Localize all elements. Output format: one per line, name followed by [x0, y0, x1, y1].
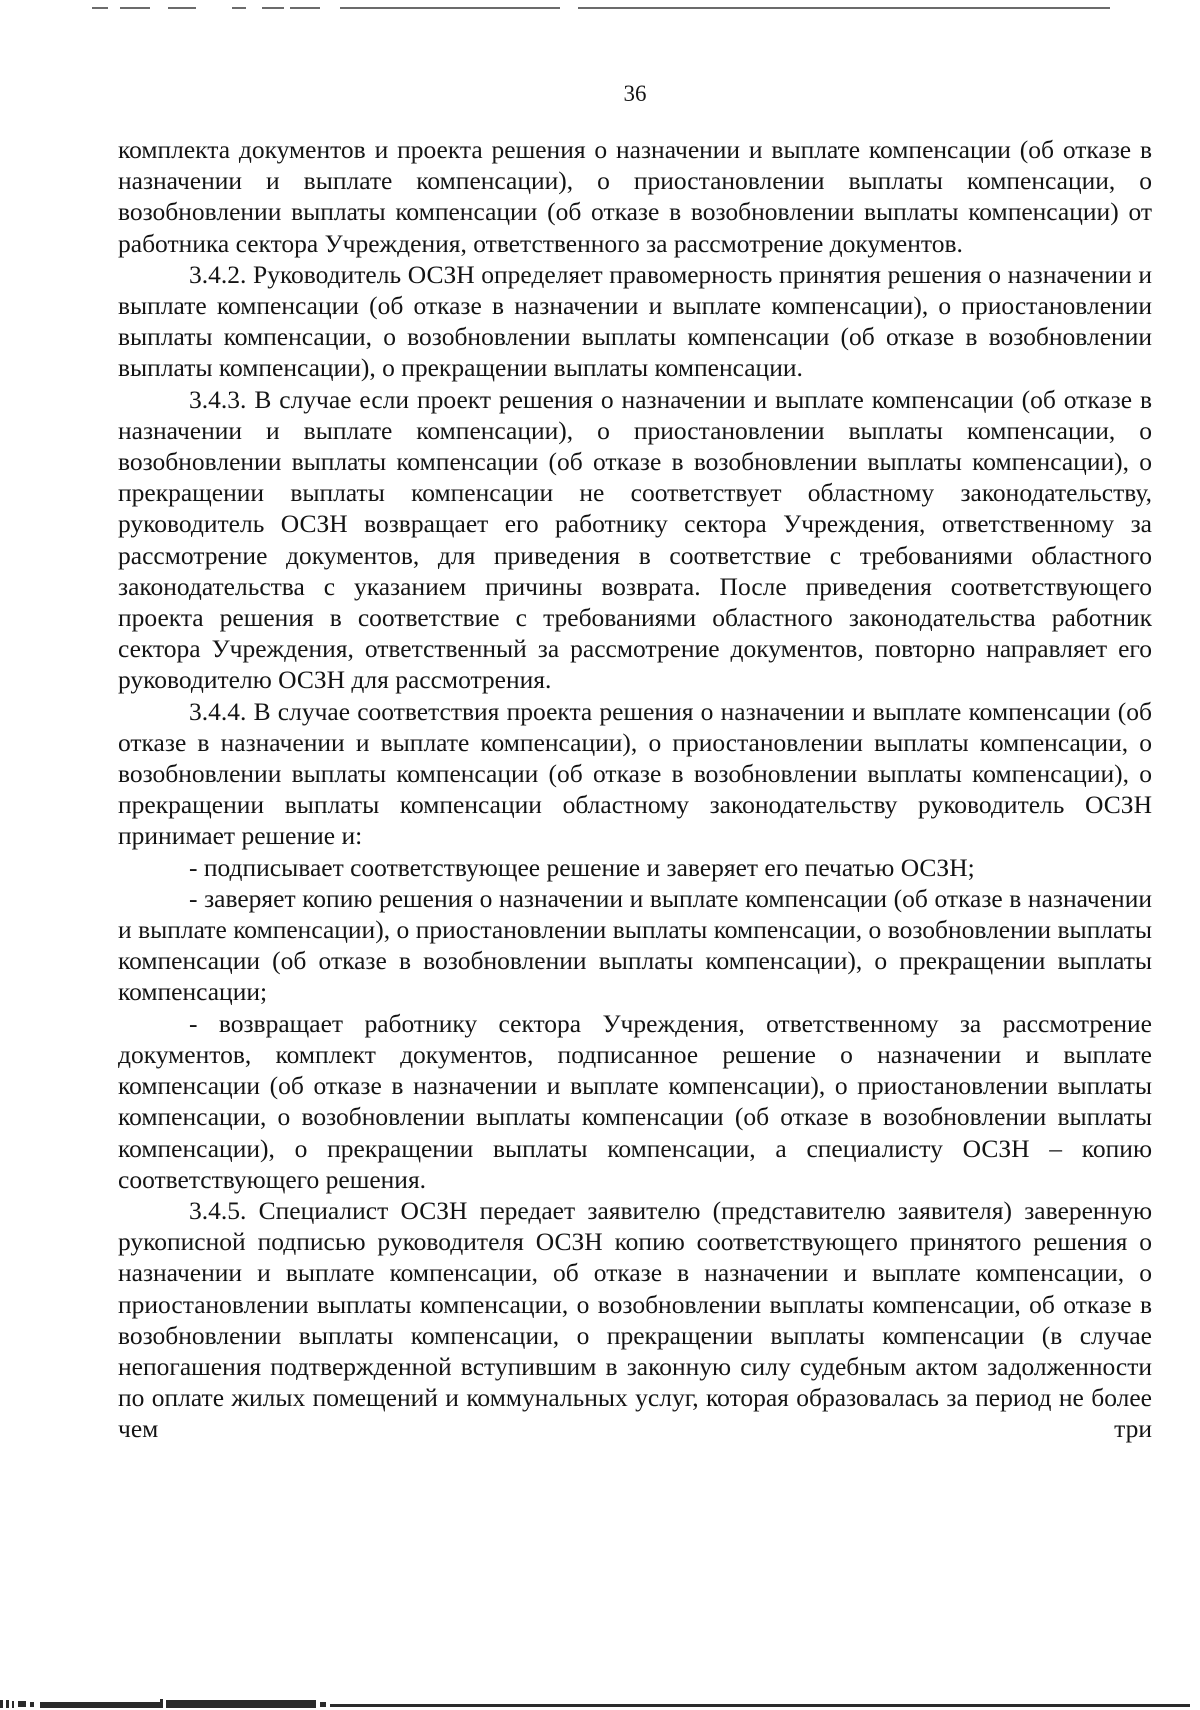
paragraph-text: комплекта документов и проекта решения о назначении и выплате компенсации (об отказе в назначении и выплате компенсации), о приостановлении выплаты компенсации, о возобновлении выплаты компенсации (об отказе в возобновлении выплаты компенсации) от работника сектора Учреждения, ответственного за рассмотрение документов.	[118, 135, 1152, 258]
paragraph-number: 3.4.3.	[189, 384, 247, 414]
list-item-text: - подписывает соответствующее решение и заверяет его печатью ОСЗН;	[189, 852, 975, 882]
list-item-return	[118, 1008, 1152, 1195]
list-item-sign	[118, 852, 1152, 883]
paragraph-3-4-3	[118, 384, 1152, 696]
document-body	[118, 134, 1152, 1445]
scan-bottom-edge	[0, 1688, 1200, 1710]
paragraph-text: Специалист ОСЗН передает заявителю (представителю заявителя) заверенную рукописной подписью руководителя ОСЗН копию соответствующего принятого решения о назначении и выплате компенсации, об отказе в назначении и выплате компенсации, о приостановлении выплаты компенсации, о возобновлении выплаты компенсации, об отказе в возобновлении выплаты компенсации, о прекращении выплаты компенсации (в случае непогашения подтвержденной вступившим в законную силу судебным актом задолженности по оплате жилых помещений и коммунальных услуг, которая образовалась за период не более чем три	[118, 1195, 1152, 1444]
paragraph-text: В случае если проект решения о назначении и выплате компенсации (об отказе в назначении и выплате компенсации), о приостановлении выплаты компенсации, о возобновлении выплаты компенсации (об отказе в возобновлении выплаты компенсации), о прекращении выплаты компенсации не соответствует областному законодательству, руководитель ОСЗН возвращает его работнику сектора Учреждения, ответственному за рассмотрение документов, для приведения в соответствие с требованиями областного законодательства с указанием причины возврата. После приведения соответствующего проекта решения в соответствие с требованиями областного законодательства работник сектора Учреждения, ответственный за рассмотрение документов, повторно направляет его руководителю ОСЗН для рассмотрения.	[118, 384, 1152, 695]
paragraph-number: 3.4.2.	[189, 259, 247, 289]
paragraph-text: Руководитель ОСЗН определяет правомерность принятия решения о назначении и выплате компенсации (об отказе в назначении и выплате компенсации), о приостановлении выплаты компенсации, о возобновлении выплаты компенсации (об отказе в возобновлении выплаты компенсации), о прекращении выплаты компенсации.	[118, 259, 1152, 383]
scan-top-edge	[0, 0, 1200, 14]
list-item-text: - заверяет копию решения о назначении и выплате компенсации (об отказе в назначении и выплате компенсации), о приостановлении выплаты компенсации, о возобновлении выплаты компенсации (об отказе в возобновлении выплаты компенсации), о прекращении выплаты компенсации;	[118, 883, 1152, 1007]
list-item-certify-copy	[118, 883, 1152, 1008]
paragraph-number: 3.4.4.	[189, 696, 247, 726]
paragraph-3-4-4	[118, 696, 1152, 852]
list-item-text: - возвращает работнику сектора Учреждения, ответственному за рассмотрение документов, комплект документов, подписанное решение о назначении и выплате компенсации (об отказе в назначении и выплате компенсации), о приостановлении выплаты компенсации, о возобновлении выплаты компенсации (об отказе в возобновлении выплаты компенсации), о прекращении выплаты компенсации, а специалисту ОСЗН – копию соответствующего решения.	[118, 1008, 1152, 1194]
paragraph-3-4-2	[118, 259, 1152, 384]
paragraph-3-4-5	[118, 1195, 1152, 1445]
paragraph-continuation	[118, 134, 1152, 259]
paragraph-number: 3.4.5.	[189, 1195, 247, 1225]
paragraph-text: В случае соответствия проекта решения о назначении и выплате компенсации (об отказе в назначении и выплате компенсации), о приостановлении выплаты компенсации, о возобновлении выплаты компенсации (об отказе в возобновлении выплаты компенсации), о прекращении выплаты компенсации областному законодательству руководитель ОСЗН принимает решение и:	[118, 696, 1152, 851]
page-number: 36	[623, 81, 647, 106]
